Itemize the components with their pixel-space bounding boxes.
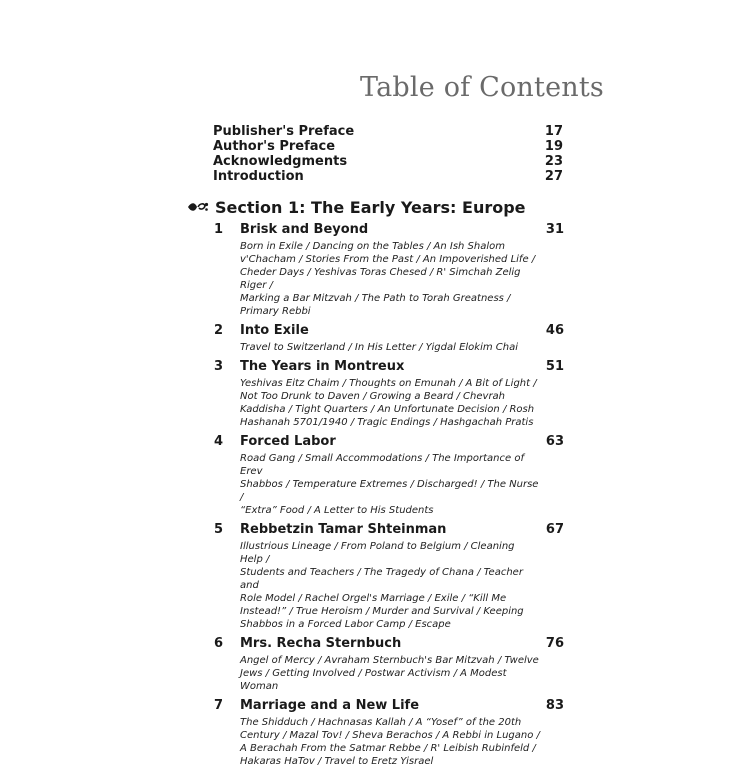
front-matter-item[interactable] bbox=[213, 139, 563, 154]
chapter-topic-line: Shabbos in a Forced Labor Camp / Escape bbox=[240, 619, 451, 630]
chapter-number: 5 bbox=[214, 522, 224, 537]
chapter-title: Brisk and Beyond bbox=[240, 222, 369, 237]
chapter-topics bbox=[240, 654, 540, 693]
chapter-page: 63 bbox=[545, 434, 564, 449]
chapter-entry[interactable] bbox=[212, 221, 564, 318]
chapter-number: 2 bbox=[214, 323, 224, 338]
chapter-heading bbox=[212, 433, 564, 451]
chapter-title: Mrs. Recha Sternbuch bbox=[240, 636, 402, 651]
front-matter-item[interactable] bbox=[213, 169, 563, 184]
chapter-topic-line: Travel to Switzerland / In His Letter / Yigdal Elokim Chai bbox=[240, 342, 519, 353]
chapter-topics bbox=[240, 240, 540, 318]
chapter-number: 4 bbox=[214, 434, 224, 449]
front-matter-label: Author's Preface bbox=[213, 139, 336, 154]
chapter-topics bbox=[240, 452, 540, 517]
chapter-topics bbox=[240, 377, 540, 429]
chapter-page: 46 bbox=[545, 323, 564, 338]
chapter-topic-line: Shabbos / Temperature Extremes / Discharged! / The Nurse / bbox=[240, 479, 539, 503]
ornament-icon bbox=[187, 198, 209, 217]
chapter-number: 6 bbox=[214, 636, 224, 651]
chapter-topic-line: Hashanah 5701/1940 / Tragic Endings / Hashgachah Pratis bbox=[240, 417, 534, 428]
chapter-heading bbox=[212, 697, 564, 715]
chapter-topics bbox=[240, 540, 540, 631]
front-matter-page: 17 bbox=[544, 124, 563, 139]
chapter-topic-line: Instead!” / True Heroism / Murder and Survival / Keeping bbox=[240, 606, 524, 617]
front-matter-page: 23 bbox=[544, 154, 563, 169]
front-matter-page: 19 bbox=[544, 139, 563, 154]
chapter-topic-line: v'Chacham / Stories From the Past / An Impoverished Life / bbox=[240, 254, 536, 265]
chapter-topic-line: Students and Teachers / The Tragedy of Chana / Teacher and bbox=[240, 567, 523, 591]
chapter-number: 1 bbox=[214, 222, 224, 237]
chapter-topic-line: Cheder Days / Yeshivas Toras Chesed / R' Simchah Zelig Riger / bbox=[240, 267, 521, 291]
front-matter-list bbox=[213, 124, 563, 184]
chapter-entry[interactable] bbox=[212, 358, 564, 429]
chapter-entry[interactable] bbox=[212, 521, 564, 631]
chapter-topics bbox=[240, 716, 540, 768]
chapter-title: Into Exile bbox=[240, 323, 309, 338]
chapter-entry[interactable] bbox=[212, 433, 564, 517]
chapter-topic-line: Road Gang / Small Accommodations / The Importance of Erev bbox=[240, 453, 524, 477]
chapter-heading bbox=[212, 635, 564, 653]
chapter-topic-line: Marking a Bar Mitzvah / The Path to Torah Greatness / bbox=[240, 293, 511, 304]
chapter-topic-line: Hakaras HaTov / Travel to Eretz Yisrael bbox=[240, 756, 434, 767]
chapter-topic-line: A Berachah From the Satmar Rebbe / R' Leibish Rubinfeld / bbox=[240, 743, 536, 754]
chapter-topic-line: Born in Exile / Dancing on the Tables / An Ish Shalom bbox=[240, 241, 505, 252]
chapter-topic-line: Illustrious Lineage / From Poland to Belgium / Cleaning Help / bbox=[240, 541, 515, 565]
chapter-topic-line: The Shidduch / Hachnasas Kallah / A “Yosef” of the 20th bbox=[240, 717, 522, 728]
section-heading[interactable] bbox=[187, 198, 526, 217]
front-matter-label: Publisher's Preface bbox=[213, 124, 355, 139]
chapter-entry[interactable] bbox=[212, 635, 564, 693]
chapter-topic-line: Not Too Drunk to Daven / Growing a Beard / Chevrah bbox=[240, 391, 506, 402]
chapter-topic-line: Kaddisha / Tight Quarters / An Unfortunate Decision / Rosh bbox=[240, 404, 535, 415]
front-matter-item[interactable] bbox=[213, 124, 563, 139]
front-matter-label: Introduction bbox=[213, 169, 304, 184]
chapter-list bbox=[212, 221, 564, 772]
chapter-topic-line: Primary Rebbi bbox=[240, 306, 311, 317]
section-title: Section 1: The Early Years: Europe bbox=[215, 198, 526, 217]
chapter-entry[interactable] bbox=[212, 697, 564, 768]
front-matter-item[interactable] bbox=[213, 154, 563, 169]
chapter-entry[interactable] bbox=[212, 322, 564, 354]
chapter-heading bbox=[212, 221, 564, 239]
chapter-number: 7 bbox=[214, 698, 224, 713]
chapter-title: Forced Labor bbox=[240, 434, 336, 449]
chapter-page: 51 bbox=[545, 359, 564, 374]
front-matter-page: 27 bbox=[544, 169, 563, 184]
chapter-topic-line: “Extra” Food / A Letter to His Students bbox=[240, 505, 434, 516]
chapter-page: 31 bbox=[545, 222, 564, 237]
chapter-title: Rebbetzin Tamar Shteinman bbox=[240, 522, 447, 537]
chapter-topic-line: Century / Mazal Tov! / Sheva Berachos / A Rebbi in Lugano / bbox=[240, 730, 540, 741]
chapter-number: 3 bbox=[214, 359, 224, 374]
chapter-topics bbox=[240, 341, 540, 354]
chapter-page: 76 bbox=[545, 636, 564, 651]
chapter-heading bbox=[212, 358, 564, 376]
chapter-title: The Years in Montreux bbox=[240, 359, 405, 374]
chapter-topic-line: Yeshivas Eitz Chaim / Thoughts on Emunah / A Bit of Light / bbox=[240, 378, 537, 389]
chapter-page: 67 bbox=[545, 522, 564, 537]
chapter-page: 83 bbox=[545, 698, 564, 713]
page-title: Table of Contents bbox=[360, 72, 604, 103]
front-matter-label: Acknowledgments bbox=[213, 154, 348, 169]
chapter-topic-line: Role Model / Rachel Orgel's Marriage / Exile / “Kill Me bbox=[240, 593, 507, 604]
chapter-topic-line: Angel of Mercy / Avraham Sternbuch's Bar Mitzvah / Twelve bbox=[240, 655, 539, 666]
chapter-heading bbox=[212, 521, 564, 539]
chapter-title: Marriage and a New Life bbox=[240, 698, 420, 713]
chapter-topic-line: Jews / Getting Involved / Postwar Activism / A Modest Woman bbox=[240, 668, 507, 692]
chapter-heading bbox=[212, 322, 564, 340]
